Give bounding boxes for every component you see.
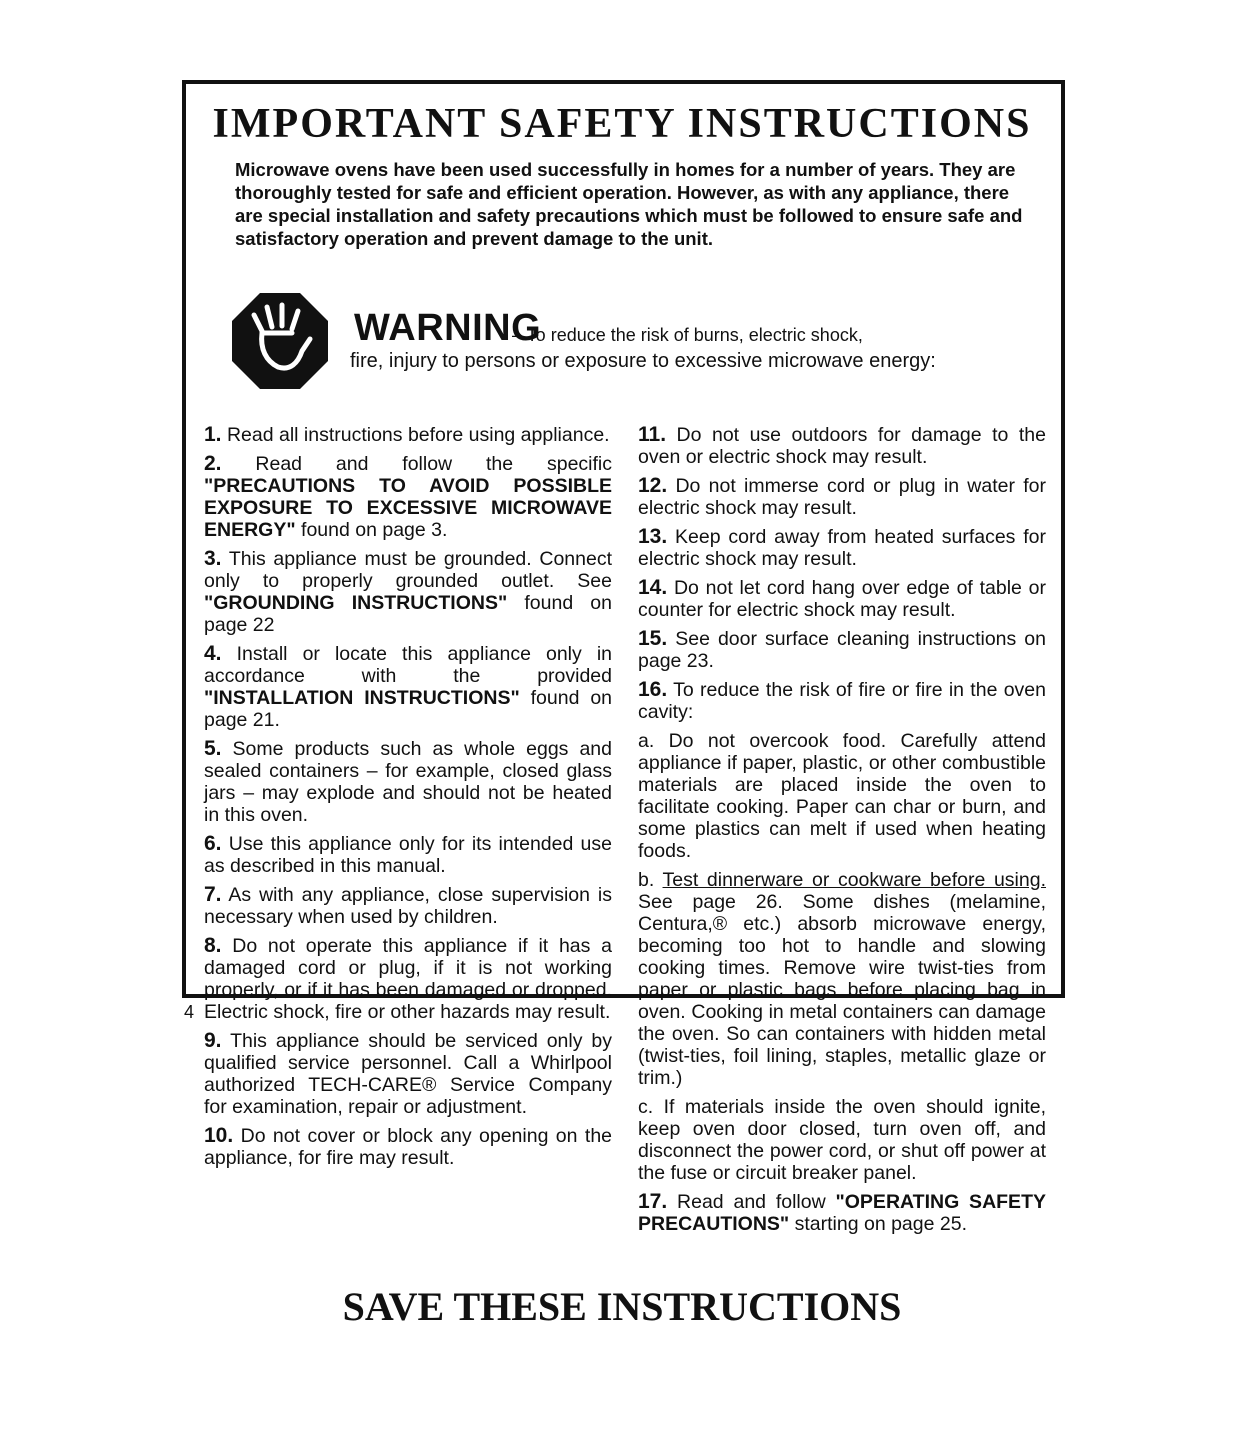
list-item: 1. Read all instructions before using appliance.: [204, 423, 610, 446]
warning-heading: WARNING: [354, 307, 542, 349]
warning-text-line2: fire, injury to persons or exposure to excessive microwave energy:: [350, 350, 936, 372]
list-item: 14. Do not let cord hang over edge of table or counter for electric shock may result.: [638, 576, 1046, 621]
list-item: 15. See door surface cleaning instructions on page 23.: [638, 627, 1046, 672]
list-item: 13. Keep cord away from heated surfaces for electric shock may result.: [638, 525, 1047, 570]
list-item: 7. As with any appliance, close supervision is necessary when used by children.: [204, 883, 612, 928]
list-item: 16. To reduce the risk of fire or fire in the oven cavity:: [638, 678, 1046, 723]
warning-text-line1: – To reduce the risk of burns, electric shock,: [512, 325, 863, 345]
save-instructions-footer: SAVE THESE INSTRUCTIONS: [342, 1284, 902, 1329]
sub-item-c: c. If materials inside the oven should ignite, keep oven door closed, turn oven off, and disconnect the power cord, or shut off power at the fuse or circuit breaker panel.: [638, 1096, 1046, 1184]
list-item: 12. Do not immerse cord or plug in water for electric shock may result.: [638, 474, 1046, 519]
list-item: 17. Read and follow "OPERATING SAFETY PRECAUTIONS" starting on page 25.: [638, 1190, 1046, 1235]
right-column: [638, 424, 1046, 1242]
page-title: IMPORTANT SAFETY INSTRUCTIONS: [212, 101, 1032, 147]
left-column: [204, 424, 612, 1176]
list-item: 2. Read and follow the specific "PRECAUTIONS TO AVOID POSSIBLE EXPOSURE TO EXCESSIVE MICROWAVE ENERGY" found on page 3.: [204, 452, 612, 541]
list-item: 5. Some products such as whole eggs and sealed containers – for example, closed glass jars – may explode and should not be heated in this oven.: [204, 737, 612, 826]
sub-item-a: a. Do not overcook food. Carefully attend appliance if paper, plastic, or other combustible materials are placed inside the oven to facilitate cooking. Paper can char or burn, and some plastics can melt if used when heating foods.: [638, 730, 1046, 862]
list-item: 11. Do not use outdoors for damage to the oven or electric shock may result.: [638, 423, 1046, 468]
page-number: 4: [184, 1002, 195, 1022]
sub-item-b: b. Test dinnerware or cookware before using. See page 26. Some dishes (melamine, Centura,® etc.) absorb microwave energy, becoming too hot to handle and slowing cooking times. Remove wire twist-ties from paper or plastic bags before placing bag in oven. Cooking in metal containers can damage the oven. So can containers with hidden metal (twist-ties, foil lining, staples, metallic glaze or trim.): [638, 869, 1046, 1089]
list-item: 8. Do not operate this appliance if it has a damaged cord or plug, if it is not working properly, or if it has been damaged or dropped. Electric shock, fire or other hazards may result.: [204, 934, 612, 1023]
list-item: 3. This appliance must be grounded. Connect only to properly grounded outlet. See "GROUNDING INSTRUCTIONS" found on page 22: [204, 547, 612, 636]
list-item: 9. This appliance should be serviced only by qualified service personnel. Call a Whirlpool authorized TECH-CARE® Service Company for examination, repair or adjustment.: [204, 1029, 612, 1118]
intro-paragraph: Microwave ovens have been used successfully in homes for a number of years. They are thoroughly tested for safe and efficient operation. However, as with any appliance, there are special installation and safety precautions which must be followed to ensure safe and satisfactory operation and prevent damage to the unit.: [235, 159, 1023, 249]
hand-stop-icon: [232, 293, 328, 389]
list-item: 6. Use this appliance only for its intended use as described in this manual.: [204, 832, 612, 877]
list-item: 4. Install or locate this appliance only in accordance with the provided "INSTALLATION INSTRUCTIONS" found on page 21.: [204, 642, 613, 731]
list-item: 10. Do not cover or block any opening on the appliance, for fire may result.: [204, 1124, 613, 1169]
